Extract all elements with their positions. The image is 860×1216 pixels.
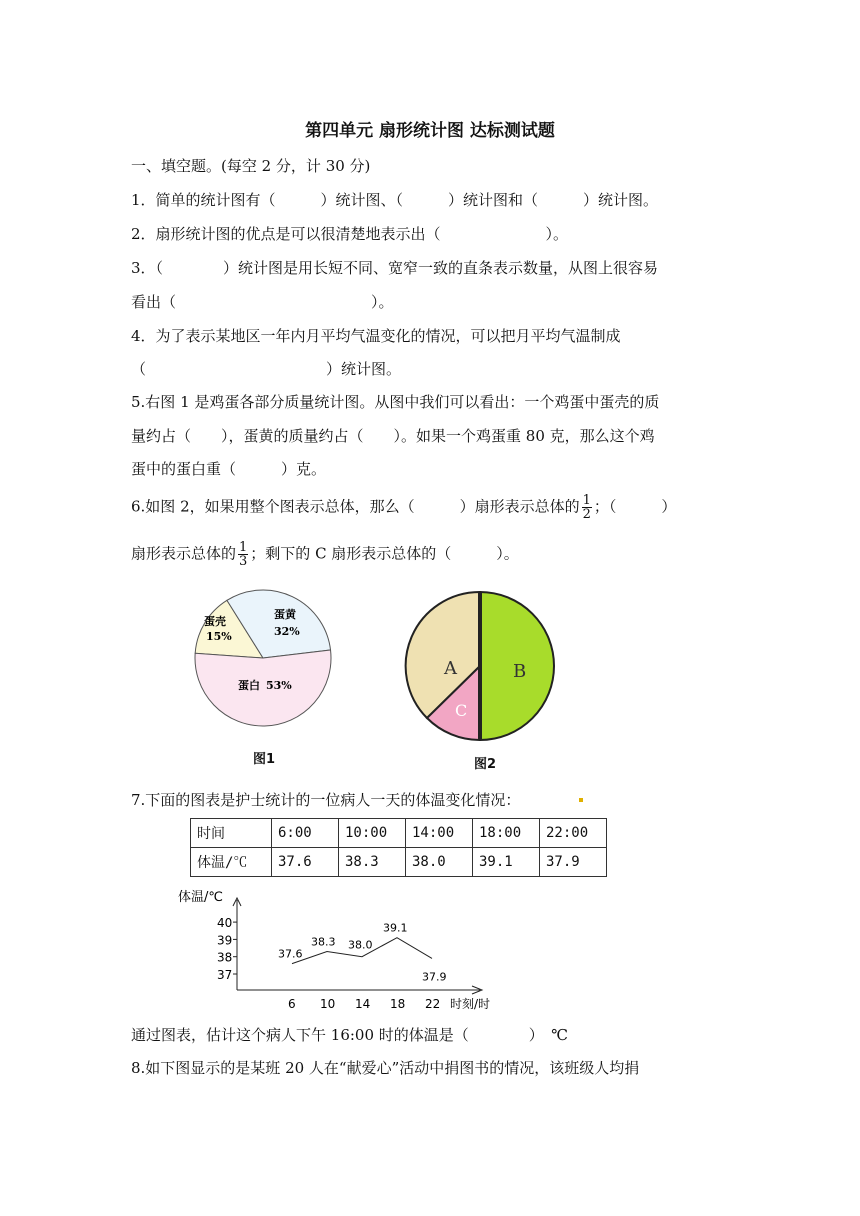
question-5-line2: 量约占（ ），蛋黄的质量约占（ ）。如果一个鸡蛋重 80 克，那么这个鸡 (131, 427, 655, 445)
data-label: 39.1 (383, 921, 408, 935)
data-label: 38.3 (311, 935, 336, 949)
table-cell: 6:00 (272, 819, 339, 848)
question-8: 8.如下图显示的是某班 20 人在“献爱心”活动中捐图书的情况，该班级人均捐 (131, 1059, 640, 1077)
figure1-caption: 图1 (253, 752, 276, 767)
question-2: 2．扇形统计图的优点是可以很清楚地表示出（ ）。 (131, 225, 569, 243)
question-3-line1: 3．（ ）统计图是用长短不同、宽窄一致的直条表示数量，从图上很容易 (131, 259, 659, 277)
figure2-pie-chart (402, 588, 558, 744)
fig1-label-yolk: 蛋黄 (274, 608, 296, 621)
q6-text-d: ；剩下的 C 扇形表示总体的（ ）。 (250, 544, 519, 563)
fig2-label-a: A (444, 658, 457, 679)
page-title: 第四单元 扇形统计图 达标测试题 (305, 121, 555, 141)
data-label: 37.9 (422, 970, 447, 984)
fig2-label-b: B (513, 661, 527, 682)
table-row (191, 848, 607, 877)
fig1-label-white: 蛋白 (238, 679, 260, 692)
question-7-followup: 通过图表，估计这个病人下午 16:00 时的体温是（ ） ℃ (131, 1026, 569, 1044)
fig1-slice-2 (195, 650, 331, 726)
figure2-caption: 图2 (474, 757, 497, 772)
table-cell: 10:00 (339, 819, 406, 848)
data-label: 38.0 (348, 938, 373, 952)
x-tick-label: 14 (355, 997, 371, 1011)
question-3-line2: 看出（ ）。 (131, 293, 394, 311)
fig1-label-shell: 蛋壳 (204, 615, 226, 628)
q6-text-b: ；（ ） (593, 497, 677, 516)
y-tick-label: 39 (217, 933, 233, 948)
table-cell: 22:00 (540, 819, 607, 848)
fraction-numerator: 1 (582, 493, 591, 508)
table-cell: 14:00 (406, 819, 473, 848)
question-6-line2 (131, 541, 519, 568)
x-tick-label: 10 (320, 997, 336, 1011)
x-tick-label: 22 (425, 997, 441, 1011)
fig2-label-c: C (455, 701, 468, 720)
x-tick-label: 18 (390, 997, 406, 1011)
table-cell: 37.6 (272, 848, 339, 877)
table-header-cell: 时间 (191, 819, 272, 848)
table-cell: 37.9 (540, 848, 607, 877)
table-header-cell: 体温/℃ (191, 848, 272, 877)
table-cell: 38.0 (406, 848, 473, 877)
y-tick-label: 37 (217, 968, 233, 982)
fraction-one-half (582, 494, 592, 521)
figure1-pie-chart (190, 588, 340, 728)
question-7: 7.下面的图表是护士统计的一位病人一天的体温变化情况： (131, 791, 521, 809)
fraction-denominator: 3 (239, 554, 248, 569)
fig1-value-yolk: 32% (274, 625, 300, 638)
temperature-table (190, 818, 607, 877)
data-label: 37.6 (278, 947, 303, 961)
table-cell: 18:00 (473, 819, 540, 848)
question-6-line1 (131, 494, 676, 521)
x-axis-label: 时刻/时 (450, 997, 491, 1011)
table-row (191, 819, 607, 848)
question-1: 1．简单的统计图有（ ）统计图、（ ）统计图和（ ）统计图。 (131, 191, 659, 209)
temperature-line-chart (170, 882, 520, 1012)
fraction-denominator: 2 (582, 507, 591, 522)
q6-text-c: 扇形表示总体的 (131, 544, 237, 563)
marker-dot (579, 798, 583, 802)
table-cell: 38.3 (339, 848, 406, 877)
question-4-line2: （ ）统计图。 (131, 360, 402, 378)
fig1-value-white: 53% (266, 679, 292, 692)
q6-text-a: 6.如图 2，如果用整个图表示总体，那么（ ）扇形表示总体的 (131, 497, 580, 516)
table-cell: 39.1 (473, 848, 540, 877)
x-tick-label: 6 (288, 997, 296, 1011)
fraction-numerator: 1 (239, 540, 248, 555)
question-5-line1: 5.右图 1 是鸡蛋各部分质量统计图。从图中我们可以看出：一个鸡蛋中蛋壳的质 (131, 393, 660, 411)
fraction-one-third (238, 541, 248, 568)
y-tick-label: 38 (217, 950, 233, 965)
section-heading: 一、填空题。(每空 2 分，计 30 分) (131, 157, 371, 175)
question-5-line3: 蛋中的蛋白重（ ）克。 (131, 460, 327, 478)
y-tick-label: 40 (217, 916, 233, 931)
y-axis-label: 体温/℃ (178, 890, 223, 905)
question-4-line1: 4．为了表示某地区一年内月平均气温变化的情况，可以把月平均气温制成 (131, 327, 621, 345)
fig1-value-shell: 15% (206, 630, 232, 643)
